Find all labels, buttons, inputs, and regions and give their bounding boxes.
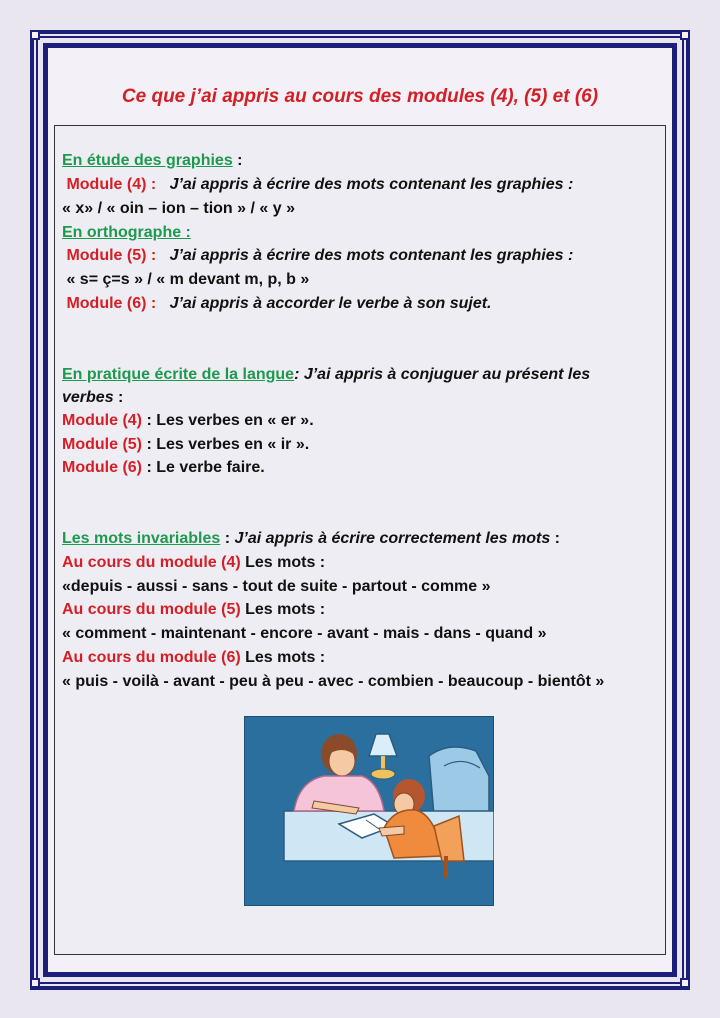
module-label: Module (6): [62, 459, 142, 476]
module-label: Module (5): [62, 436, 142, 453]
module-line: [62, 410, 314, 432]
teacher-child-illustration: [244, 716, 494, 906]
module-label: Au cours du module (5): [62, 601, 241, 618]
module-text: : Le verbe faire.: [142, 459, 265, 476]
page-title: Ce que j’ai appris au cours des modules (4), (5) et (6): [121, 86, 599, 107]
module-line: [62, 434, 309, 456]
section-heading: En étude des graphies: [62, 152, 233, 169]
module-label: Module (6) :: [66, 295, 157, 312]
module-label: Au cours du module (4): [62, 554, 241, 571]
module-line: [62, 245, 573, 267]
section-intro-continued: verbes :: [62, 389, 124, 406]
graphies-list: « x» / « oin – ion – tion » / « y »: [62, 200, 295, 217]
section-intro: : J’ai appris à conjuguer au présent les: [294, 366, 591, 383]
module-line: Au cours du module (6) Les mots :: [62, 649, 326, 666]
module-label: Module (5) :: [66, 247, 157, 264]
word-list: «depuis - aussi - sans - tout de suite - partout - comme »: [62, 578, 491, 595]
section-graphies-heading-line: En étude des graphies :: [62, 152, 243, 169]
module-line: [62, 457, 265, 479]
module-line: Au cours du module (5) Les mots :: [62, 601, 326, 618]
module-text: J’ai appris à écrire des mots contenant les graphies :: [169, 247, 574, 264]
word-list: « puis - voilà - avant - peu à peu - avec - combien - beaucoup - bientôt »: [62, 673, 605, 690]
section-pratique-heading-line: [62, 364, 590, 386]
frame-corner-ornament: [680, 30, 690, 40]
section-heading: En orthographe :: [62, 224, 191, 241]
module-label: Au cours du module (6): [62, 649, 241, 666]
module-text: J’ai appris à écrire des mots contenant les graphies :: [169, 176, 574, 193]
word-list: « comment - maintenant - encore - avant - mais - dans - quand »: [62, 625, 547, 642]
module-label: Module (4): [62, 412, 142, 429]
module-label: Module (4) :: [66, 176, 157, 193]
module-line: [62, 293, 492, 315]
frame-corner-ornament: [30, 978, 40, 988]
module-text: : Les verbes en « er ».: [142, 412, 314, 429]
frame-corner-ornament: [30, 30, 40, 40]
section-invariables-heading-line: Les mots invariables : J’ai appris à écrire correctement les mots :: [62, 530, 561, 547]
module-text: J’ai appris à accorder le verbe à son sujet.: [169, 295, 492, 312]
module-line: [62, 174, 573, 196]
section-heading: Les mots invariables: [62, 530, 221, 547]
module-text: : Les verbes en « ir ».: [142, 436, 310, 453]
module-line: Au cours du module (4) Les mots :: [62, 554, 326, 571]
section-orthographe-heading-line: [62, 222, 191, 244]
section-intro: J’ai appris à écrire correctement les mots: [234, 530, 551, 547]
graphies-list: « s= ç=s » / « m devant m, p, b »: [66, 271, 310, 288]
frame-corner-ornament: [680, 978, 690, 988]
section-heading: En pratique écrite de la langue: [62, 366, 295, 383]
